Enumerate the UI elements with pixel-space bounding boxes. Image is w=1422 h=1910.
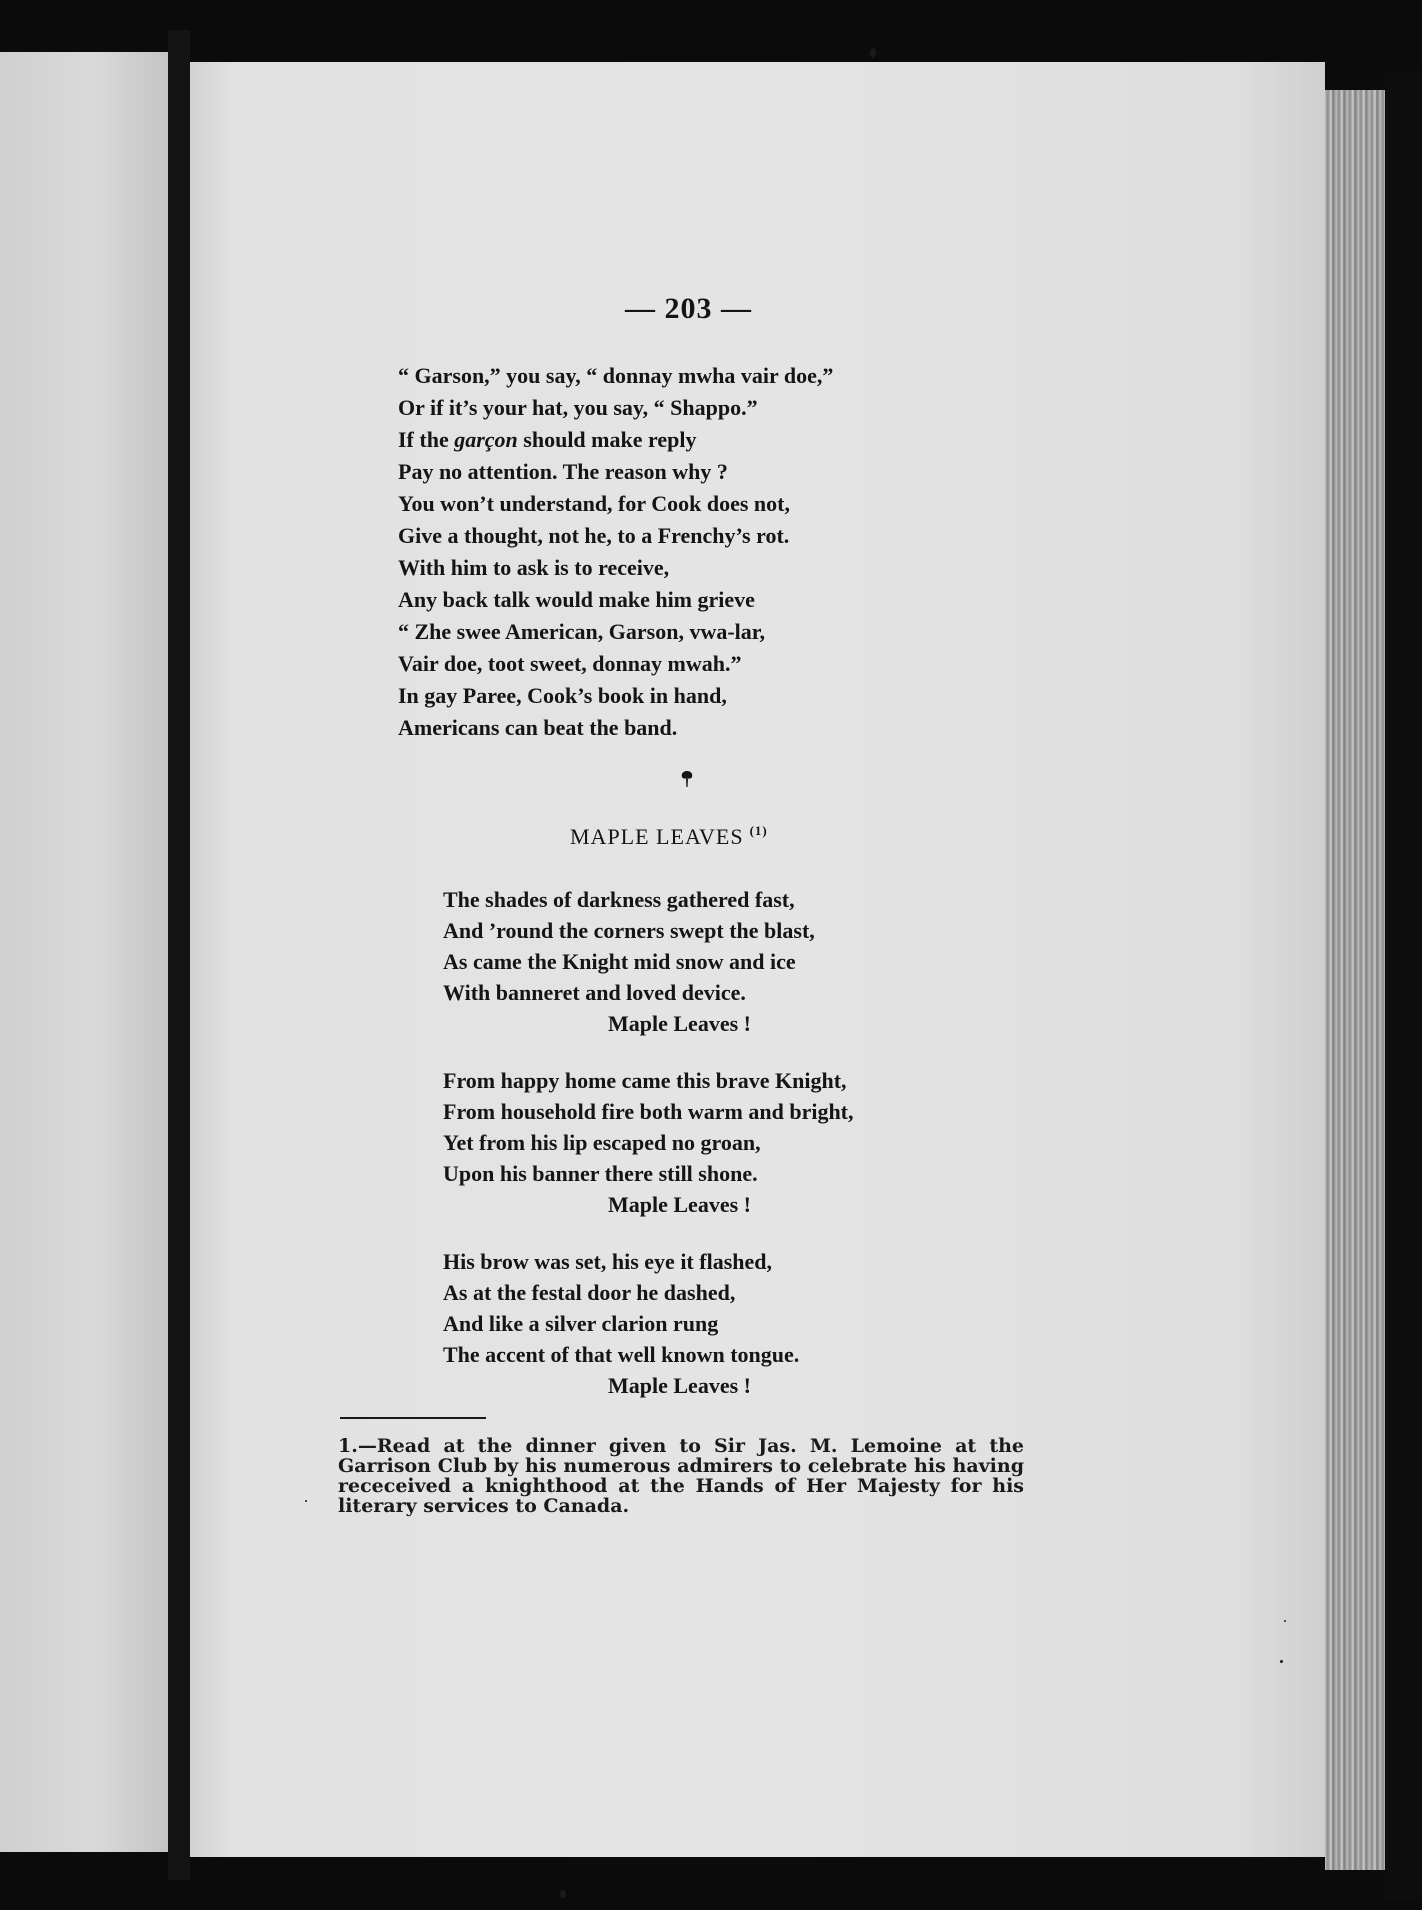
stanza-line: Upon his banner there still shone. [443,1161,758,1186]
previous-page-edge [0,52,168,1852]
fleuron-icon [680,770,694,788]
stanza-refrain: Maple Leaves ! [608,1373,751,1398]
verse-line: You won’t understand, for Cook does not, [398,491,790,516]
stanza-line: The accent of that well known tongue. [443,1342,800,1367]
verse-line: Pay no attention. The reason why ? [398,459,728,484]
scan-border [1385,70,1422,1900]
poem-title-text: MAPLE LEAVES [570,824,744,849]
stanza-line: And like a silver clarion rung [443,1311,719,1336]
stanza [443,1065,854,1220]
verse-line: Americans can beat the band. [398,715,678,740]
verse-line: Any back talk would make him grieve [398,587,755,612]
stanza-line: As at the festal door he dashed, [443,1280,736,1305]
poem-title [570,823,768,850]
stanza [443,884,815,1039]
stanza-line: From happy home came this brave Knight, [443,1068,847,1093]
verse-line: “ Zhe swee American, Garson, vwa-lar, [398,619,766,644]
stanza-line: And ’round the corners swept the blast, [443,918,815,943]
verse-block [398,360,833,744]
stanza-line: Yet from his lip escaped no groan, [443,1130,761,1155]
footnote-line: 1.—Read at the dinner given to Sir Jas. M. Lemoine at the [338,1435,1024,1457]
footnote-line: literary services to Canada. [338,1495,630,1517]
italic-word: garçon [454,427,518,452]
book-gutter [168,30,190,1880]
stanza-refrain: Maple Leaves ! [608,1192,751,1217]
footnote-marker: (1) [749,823,768,838]
verse-line: Vair doe, toot sweet, donnay mwah.” [398,651,742,676]
stanza-line: The shades of darkness gathered fast, [443,887,795,912]
footnote-line: receceived a knighthood at the Hands of Her Majesty for his [338,1475,1024,1497]
stanza-line: From household fire both warm and bright, [443,1099,854,1124]
verse-line: Give a thought, not he, to a Frenchy’s rot. [398,523,790,548]
verse-line: In gay Paree, Cook’s book in hand, [398,683,727,708]
verse-line: If the garçon should make reply [398,427,697,452]
stanza-line: With banneret and loved device. [443,980,746,1005]
footnote-divider [340,1417,486,1419]
stanza-line: As came the Knight mid snow and ice [443,949,796,974]
stanza-refrain: Maple Leaves ! [608,1011,751,1036]
footnote [338,1436,1024,1516]
verse-line: Or if it’s your hat, you say, “ Shappo.” [398,395,758,420]
stanza-line: His brow was set, his eye it flashed, [443,1249,772,1274]
footnote-line: Garrison Club by his numerous admirers to celebrate his having [338,1455,1024,1477]
page-number: — 203 — [625,292,752,325]
verse-line: “ Garson,” you say, “ donnay mwha vair doe,” [398,363,834,388]
stanza [443,1246,799,1401]
verse-line: With him to ask is to receive, [398,555,670,580]
page-edges [1325,90,1385,1870]
